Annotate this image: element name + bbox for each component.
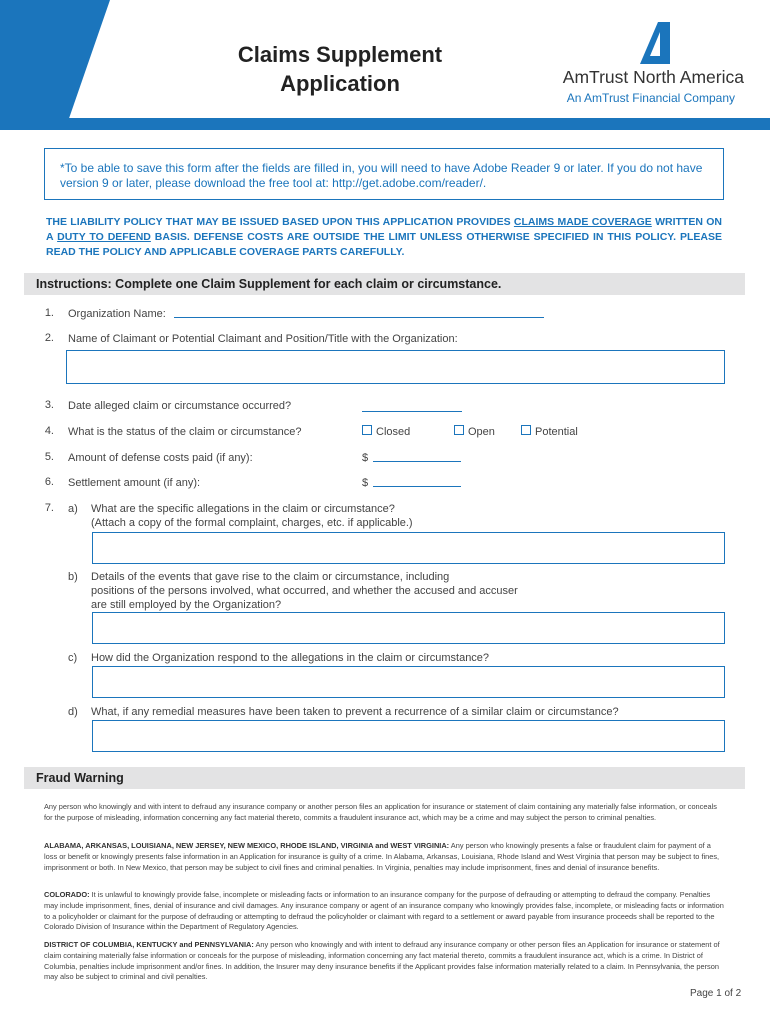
- allegations-field[interactable]: [92, 532, 725, 564]
- q3-number: 3.: [44, 399, 54, 411]
- q5-number: 5.: [44, 451, 54, 463]
- event-details-field[interactable]: [92, 612, 725, 644]
- instructions-heading: Instructions: Complete one Claim Supplement for each claim or circumstance.: [36, 277, 502, 291]
- fraud-paragraph-general: Any person who knowingly and with intent to defraud any insurance company or another person files an application for insurance or statement of claim containing any materially false information, or conceals for the purpose of misleading, information concerning any fact material thereto, commits a fraudulent insurance act, which may be a crime and may subject the person to criminal penalties.: [44, 802, 717, 822]
- header-bar: [0, 118, 770, 130]
- q7a-letter: a): [68, 503, 78, 515]
- q4-number: 4.: [44, 425, 54, 437]
- duty-to-defend-link[interactable]: DUTY TO DEFEND: [57, 231, 151, 243]
- defense-costs-field[interactable]: [373, 451, 461, 462]
- q6-number: 6.: [44, 476, 54, 488]
- brand-name: AmTrust North America: [562, 67, 744, 87]
- q4-label: What is the status of the claim or circumstance?: [68, 426, 302, 438]
- remedial-measures-field[interactable]: [92, 720, 725, 752]
- q7d-letter: d): [68, 706, 78, 718]
- fraud-warning-heading: Fraud Warning: [36, 771, 124, 785]
- adobe-notice: *To be able to save this form after the fields are filled in, you will need to have Adobe Reader 9 or later. If you do not have version 9 or later, please download the free tool at: http://get.adobe.com/reader/.: [60, 161, 703, 190]
- q3-label: Date alleged claim or circumstance occurred?: [68, 400, 292, 412]
- page-number: Page 1 of 2: [690, 988, 742, 999]
- q1-number: 1.: [44, 307, 54, 319]
- brand-subtitle: An AmTrust Financial Company: [566, 91, 735, 105]
- status-closed-checkbox[interactable]: [362, 425, 372, 435]
- status-potential-checkbox[interactable]: [521, 425, 531, 435]
- fraud-warning-bar: [24, 767, 745, 789]
- q2-label: Name of Claimant or Potential Claimant and Position/Title with the Organization:: [68, 333, 458, 345]
- q7b-label: Details of the events that gave rise to the claim or circumstance, including positions of the persons involved, what occurred, and whether the accused and accuser are still employed by the Organization?: [91, 571, 518, 611]
- fraud-paragraph-multistate: ALABAMA, ARKANSAS, LOUISIANA, NEW JERSEY, NEW MEXICO, RHODE ISLAND, VIRGINIA and WEST VIRGINIA: Any person who knowingly presents a false or fraudulent claim for payment of a loss or benefit or knowingly presents false information in an Application for insurance is guilty of a crime. In Alabama, Arkansas, Louisiana, Rhode Island and West Virginia that person may be subject to fines, imprisonment or both. In New Mexico, that person may be subject to civil fines and criminal penalties. In Virginia, penalties may include imprisonment, fines and denial of insurance benefits.: [44, 841, 720, 872]
- status-closed-label: Closed: [376, 426, 411, 438]
- amtrust-logo-icon: [636, 22, 672, 64]
- page-title: Claims Supplement Application: [237, 42, 443, 96]
- q1-label: Organization Name:: [68, 308, 166, 320]
- status-open-label: Open: [468, 426, 495, 438]
- status-potential-label: Potential: [535, 426, 578, 438]
- status-open-checkbox[interactable]: [454, 425, 464, 435]
- q7a-label: What are the specific allegations in the claim or circumstance? (Attach a copy of the formal complaint, charges, etc. if applicable.): [91, 503, 413, 529]
- organization-name-field[interactable]: [174, 307, 544, 318]
- claimant-name-field[interactable]: [66, 350, 725, 384]
- claims-made-coverage-link[interactable]: CLAIMS MADE COVERAGE: [513, 216, 652, 228]
- header-accent-shape: [0, 0, 110, 130]
- q7d-label: What, if any remedial measures have been taken to prevent a recurrence of a similar claim or circumstance?: [91, 706, 619, 718]
- q7c-letter: c): [68, 652, 78, 664]
- claim-date-field[interactable]: [362, 401, 462, 412]
- q2-number: 2.: [44, 332, 54, 344]
- organization-response-field[interactable]: [92, 666, 725, 698]
- q6-dollar-sign: $: [362, 477, 369, 489]
- q5-label: Amount of defense costs paid (if any):: [68, 452, 253, 464]
- q7b-letter: b): [68, 571, 78, 583]
- q5-dollar-sign: $: [362, 452, 369, 464]
- liability-statement: THE LIABILITY POLICY THAT MAY BE ISSUED BASED UPON THIS APPLICATION PROVIDES CLAIMS MADE COVERAGE WRITTEN ON A DUTY TO DEFEND BASIS. DEFENSE COSTS ARE OUTSIDE THE LIMIT UNLESS OTHERWISE SPECIFIED IN THIS POLICY. PLEASE READ THE POLICY AND APPLICABLE COVERAGE PARTS CAREFULLY.: [46, 216, 722, 258]
- q7-number: 7.: [44, 502, 54, 514]
- q7c-label: How did the Organization respond to the allegations in the claim or circumstance?: [91, 652, 490, 664]
- fraud-paragraph-dc-ky-pa: DISTRICT OF COLUMBIA, KENTUCKY and PENNSYLVANIA: Any person who knowingly and with intent to defraud any insurance company or other person files an Application for insurance or statement of claim containing materially false information or conceals for the purpose of misleading, information concerning any fact material thereto, commits a fraudulent insurance act, which is a crime. In District of Columbia, penalties include imprisonment and/or fines. In addition, the Insurer may deny insurance benefits if the Applicant provides false information materially related to a claim. In Pennsylvania, the person may also be subject to criminal and civil penalties.: [44, 940, 720, 982]
- q6-label: Settlement amount (if any):: [68, 477, 201, 489]
- fraud-paragraph-colorado: COLORADO: It is unlawful to knowingly provide false, incomplete or misleading facts or information to an insurance company for the purpose of defrauding or attempting to defraud the company. Penalties may include imprisonment, fines, denial of insurance and civil damages. Any insurance company or agent of an insurance company who knowingly provides false, incomplete, or misleading facts or information to a policyholder or claimant for the purpose of defrauding or attempting to defraud the policyholder or claimant with regard to a settlement or award payable from insurance proceeds shall be reported to the Colorado Division of Insurance within the Department of Regulatory Agencies.: [44, 890, 724, 932]
- settlement-amount-field[interactable]: [373, 476, 461, 487]
